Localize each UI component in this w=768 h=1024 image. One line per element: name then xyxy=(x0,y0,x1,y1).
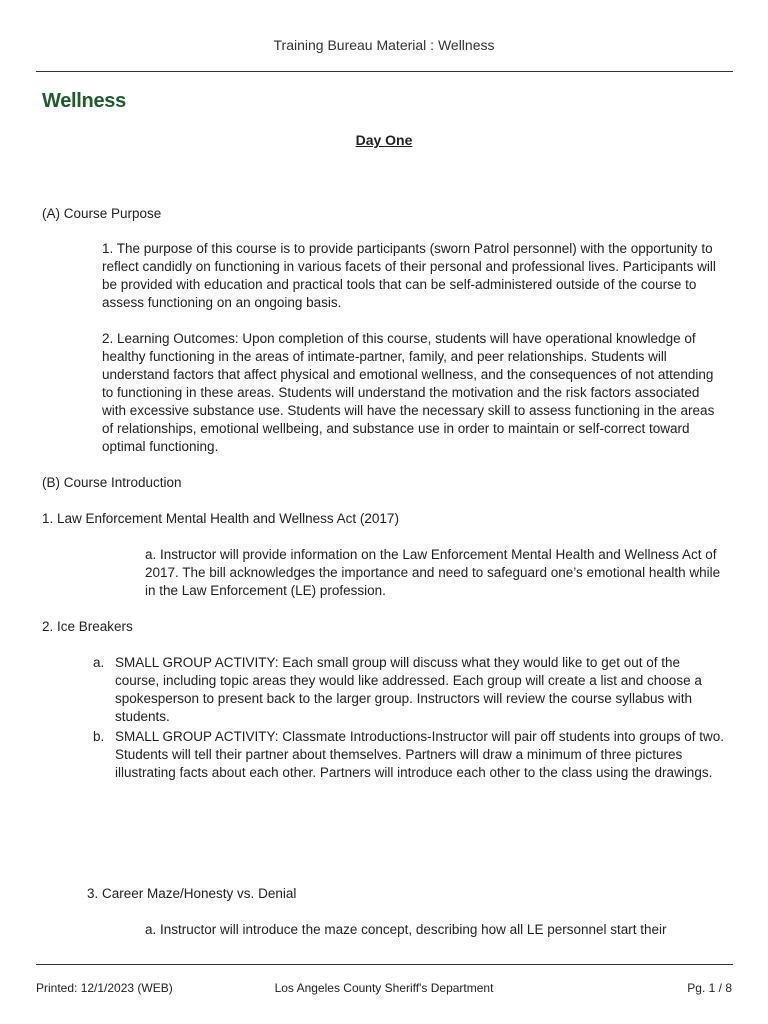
footer-department: Los Angeles County Sheriff's Department xyxy=(274,981,494,995)
footer-divider xyxy=(36,964,733,965)
footer-printed-date: Printed: 12/1/2023 (WEB) xyxy=(36,981,173,995)
course-purpose-paragraph: 1. The purpose of this course is to provide participants (sworn Patrol personnel) with the opportunity to reflect candidly on functioning in various facets of their personal and professional lives. Participants will be provided with education and practical tools that can be self-administered outside of the course to assess functioning on an ongoing basis. xyxy=(102,241,716,310)
section-a-title: (A) Course Purpose xyxy=(42,206,162,221)
ice-breaker-activity-a xyxy=(93,654,725,726)
maze-concept-description: a. Instructor will introduce the maze concept, describing how all LE personnel start their xyxy=(145,922,667,937)
footer-page-number: Pg. 1 / 8 xyxy=(687,981,732,995)
ice-breaker-activity-b xyxy=(93,728,725,782)
page-title: Wellness xyxy=(42,90,126,112)
day-heading: Day One xyxy=(355,132,413,148)
career-maze-item: 3. Career Maze/Honesty vs. Denial xyxy=(87,886,297,901)
list-item-text: SMALL GROUP ACTIVITY: Each small group will discuss what they would like to get out of the course, including topic areas they would like addressed. Each group will create a list and choose a spokesperson to present back to the larger group. Instructors will review the course syllabus with students. xyxy=(115,655,702,724)
list-item-text: SMALL GROUP ACTIVITY: Classmate Introductions-Instructor will pair off students into groups of two. Students will tell their partner about themselves. Partners will draw a minimum of three pictures illustrating facts about each other. Partners will introduce each other to the class using the drawings. xyxy=(115,729,725,780)
learning-outcomes-paragraph: 2. Learning Outcomes: Upon completion of this course, students will have operational knowledge of healthy functioning in the areas of intimate-partner, family, and peer relationships. Students will understand factors that affect physical and emotional wellness, and the consequences of not attending to functioning in these areas. Students will understand the motivation and the risk factors associated with excessive substance use. Students will have the necessary skill to assess functioning in the areas of relationships, emotional wellbeing, and substance use in order to maintain or self-correct toward optimal functioning. xyxy=(102,331,715,454)
wellness-act-item: 1. Law Enforcement Mental Health and Wellness Act (2017) xyxy=(42,511,399,526)
section-b-title: (B) Course Introduction xyxy=(42,475,182,490)
document-header: Training Bureau Material : Wellness xyxy=(273,37,495,53)
header-divider xyxy=(36,71,733,72)
ice-breakers-item: 2. Ice Breakers xyxy=(42,619,133,634)
list-marker: b. xyxy=(93,729,105,744)
wellness-act-description: a. Instructor will provide information on the Law Enforcement Mental Health and Wellness Act of 2017. The bill acknowledges the importance and need to safeguard one’s emotional health while in the Law Enforcement (LE) profession. xyxy=(145,547,721,598)
list-marker: a. xyxy=(93,655,105,670)
